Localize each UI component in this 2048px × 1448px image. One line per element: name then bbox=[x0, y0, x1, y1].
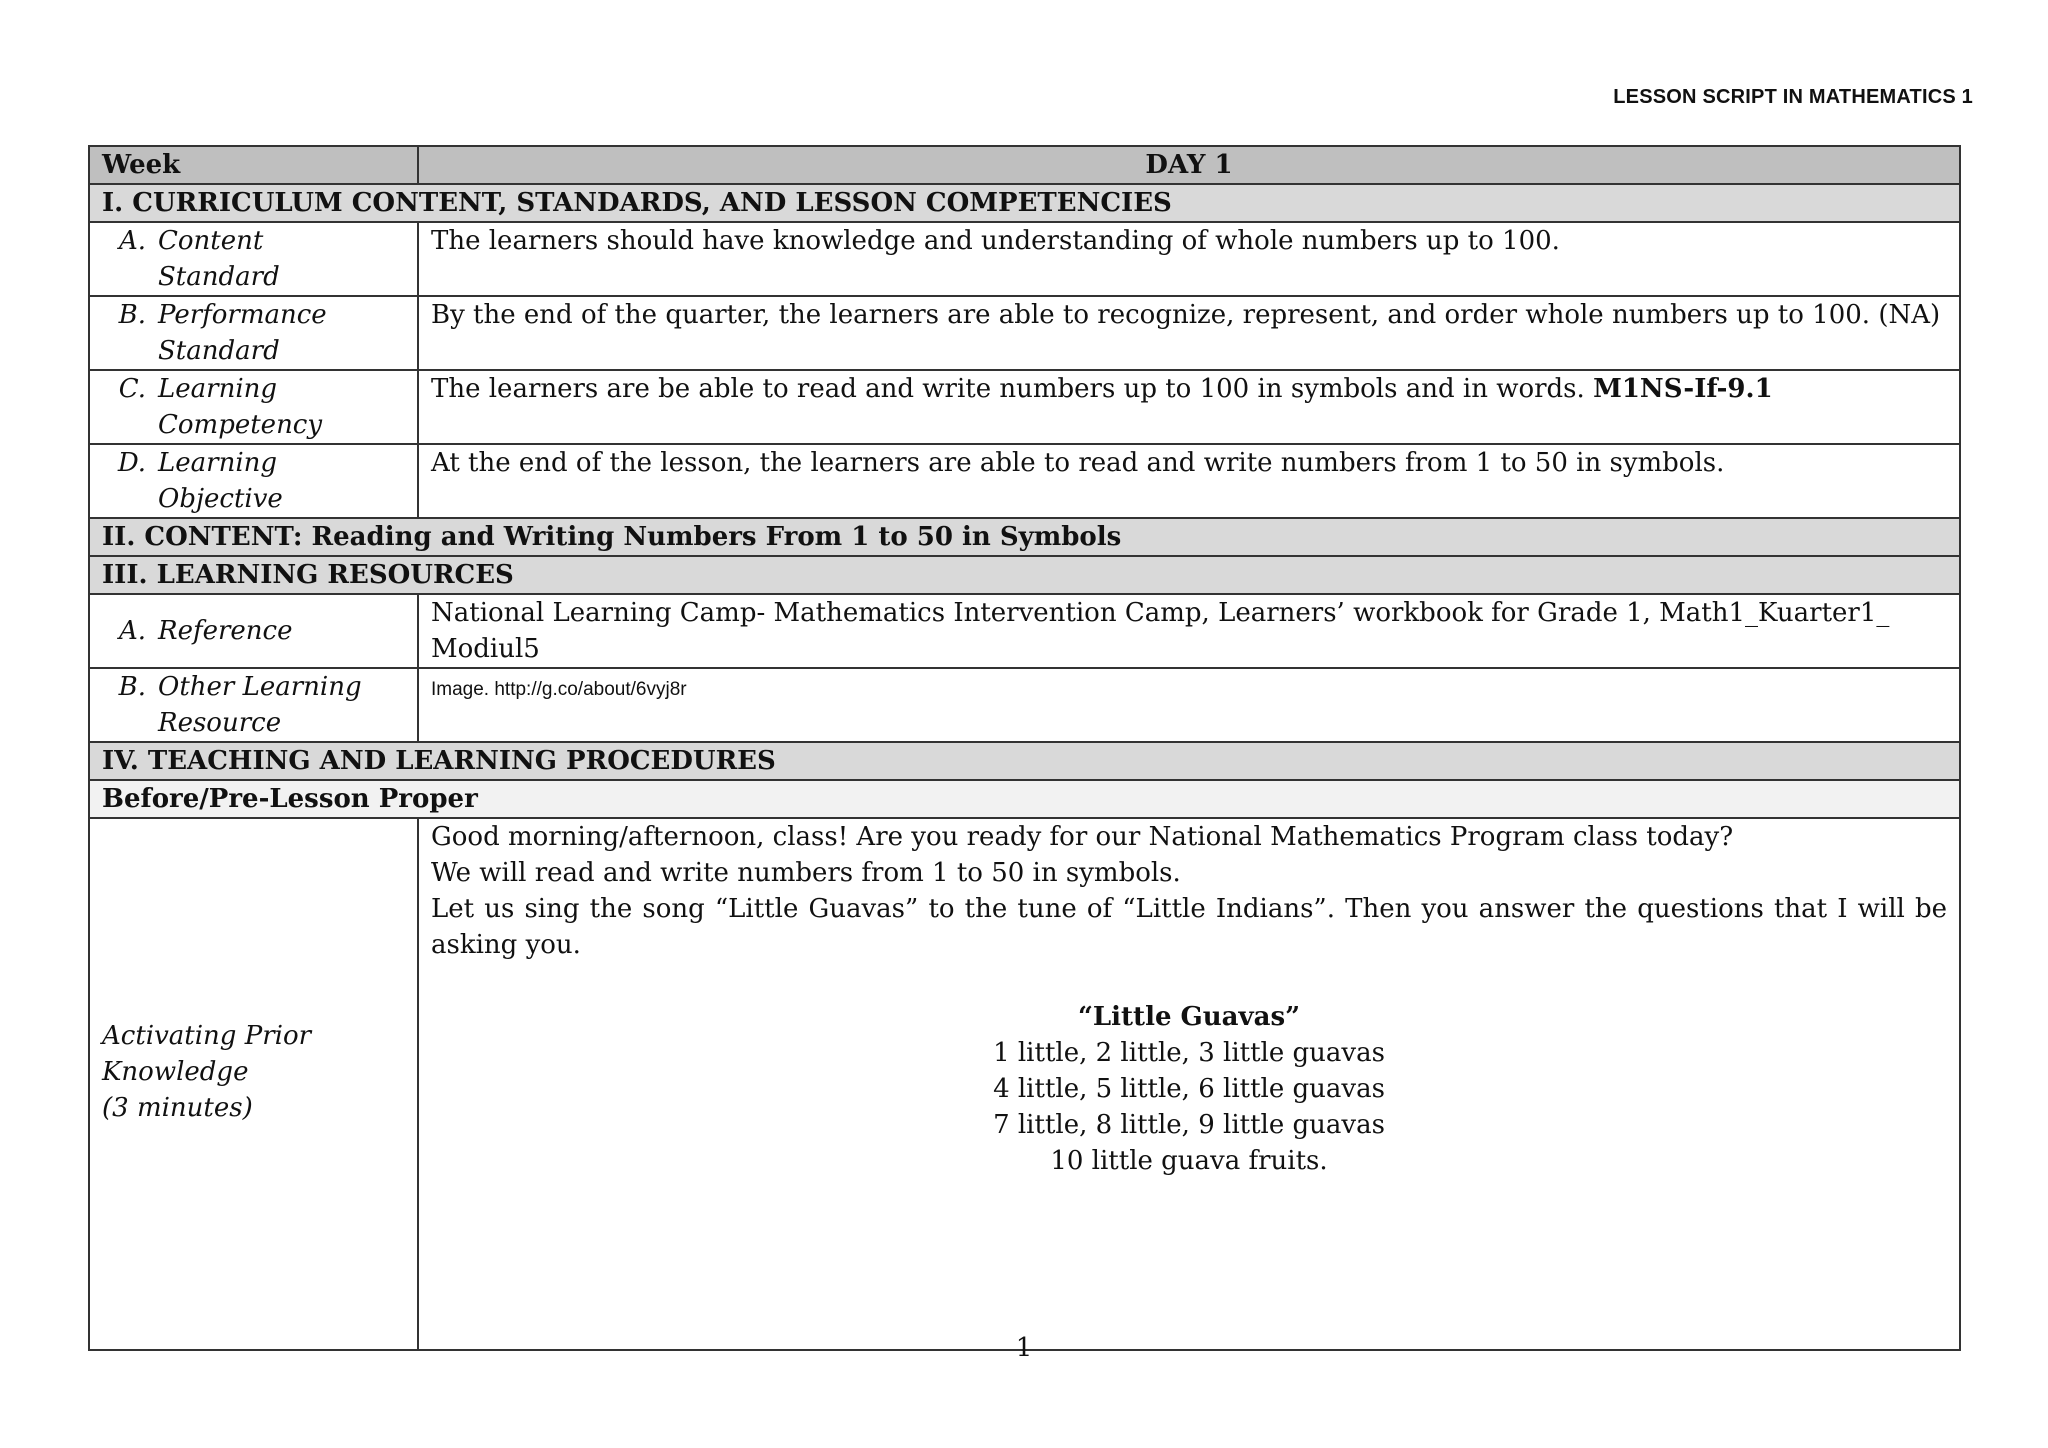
label-line: Learning bbox=[158, 374, 278, 404]
reference-text-line: Modiul5 bbox=[431, 634, 540, 664]
pre-lesson-heading: Before/Pre-Lesson Proper bbox=[89, 780, 1960, 818]
song-title: “Little Guavas” bbox=[1077, 1002, 1301, 1032]
content-standard-label bbox=[89, 222, 418, 296]
section-row bbox=[89, 742, 1960, 780]
section-row bbox=[89, 184, 1960, 222]
section-resources-heading: III. LEARNING RESOURCES bbox=[89, 556, 1960, 594]
lesson-plan-table bbox=[88, 145, 1961, 1351]
activity-greeting: Good morning/afternoon, class! Are you ready for our National Mathematics Program class today? bbox=[431, 822, 1734, 852]
item-letter: A. bbox=[118, 616, 146, 646]
competency-code: M1NS-If-9.1 bbox=[1593, 374, 1773, 404]
song-line: 4 little, 5 little, 6 little guavas bbox=[993, 1074, 1385, 1104]
subsection-row bbox=[89, 780, 1960, 818]
section-procedures-heading: IV. TEACHING AND LEARNING PROCEDURES bbox=[89, 742, 1960, 780]
other-resource-cell bbox=[418, 668, 1960, 742]
activity-label bbox=[89, 818, 418, 1350]
learning-objective-text: At the end of the lesson, the learners are able to read and write numbers from 1 to 50 in symbols. bbox=[418, 444, 1960, 518]
learning-competency-text: The learners are be able to read and write numbers up to 100 in symbols and in words. bbox=[431, 374, 1585, 404]
label-line: Other Learning bbox=[158, 672, 362, 702]
activity-instruction: Let us sing the song “Little Guavas” to the tune of “Little Indians”. Then you answer the questions that I will be asking you. bbox=[431, 894, 1947, 960]
learning-objective-label bbox=[89, 444, 418, 518]
performance-standard-text: By the end of the quarter, the learners are able to recognize, represent, and order whole numbers up to 100. (NA) bbox=[418, 296, 1960, 370]
label-line: Knowledge bbox=[102, 1057, 249, 1087]
label-line: (3 minutes) bbox=[102, 1093, 253, 1123]
reference-cell bbox=[418, 594, 1960, 668]
label-line: Objective bbox=[158, 484, 283, 514]
content-standard-text: The learners should have knowledge and understanding of whole numbers up to 100. bbox=[418, 222, 1960, 296]
label-line: Competency bbox=[158, 410, 323, 440]
song-line: 7 little, 8 little, 9 little guavas bbox=[993, 1110, 1385, 1140]
table-row bbox=[89, 594, 1960, 668]
item-letter: C. bbox=[118, 374, 146, 404]
label-line: Learning bbox=[158, 448, 278, 478]
other-resource-label bbox=[89, 668, 418, 742]
page-number: 1 bbox=[1015, 1333, 1033, 1363]
day-header-cell: DAY 1 bbox=[418, 146, 1960, 184]
activity-content bbox=[418, 818, 1960, 1350]
item-letter: A. bbox=[118, 226, 146, 256]
image-link[interactable]: Image. http://g.co/about/6vyj8r bbox=[431, 679, 687, 700]
performance-standard-label bbox=[89, 296, 418, 370]
song-block bbox=[431, 999, 1947, 1179]
table-row bbox=[89, 370, 1960, 444]
learning-competency-cell bbox=[418, 370, 1960, 444]
reference-text-line: National Learning Camp- Mathematics Intervention Camp, Learners’ workbook for Grade 1, Math1_Kuarter1_ bbox=[431, 598, 1890, 628]
table-row bbox=[89, 444, 1960, 518]
label-line: Reference bbox=[158, 616, 293, 646]
table-row bbox=[89, 668, 1960, 742]
label-line: Performance bbox=[158, 300, 327, 330]
section-content-heading: II. CONTENT: Reading and Writing Numbers From 1 to 50 in Symbols bbox=[89, 518, 1960, 556]
label-line: Activating Prior bbox=[102, 1021, 312, 1051]
section-curriculum-heading: I. CURRICULUM CONTENT, STANDARDS, AND LESSON COMPETENCIES bbox=[89, 184, 1960, 222]
table-header-row bbox=[89, 146, 1960, 184]
song-line: 10 little guava fruits. bbox=[1050, 1146, 1328, 1176]
label-line: Standard bbox=[158, 336, 280, 366]
activity-intro: We will read and write numbers from 1 to 50 in symbols. bbox=[431, 858, 1181, 888]
label-line: Resource bbox=[158, 708, 282, 738]
reference-label bbox=[89, 594, 418, 668]
section-row bbox=[89, 518, 1960, 556]
item-letter: D. bbox=[117, 448, 146, 478]
table-row bbox=[89, 222, 1960, 296]
document-header-title: LESSON SCRIPT IN MATHEMATICS 1 bbox=[1613, 86, 1973, 108]
item-letter: B. bbox=[118, 300, 146, 330]
week-header-cell: Week bbox=[89, 146, 418, 184]
learning-competency-label bbox=[89, 370, 418, 444]
section-row bbox=[89, 556, 1960, 594]
table-row bbox=[89, 296, 1960, 370]
song-line: 1 little, 2 little, 3 little guavas bbox=[993, 1038, 1385, 1068]
table-row bbox=[89, 818, 1960, 1350]
label-line: Standard bbox=[158, 262, 280, 292]
label-line: Content bbox=[158, 226, 264, 256]
item-letter: B. bbox=[118, 672, 146, 702]
